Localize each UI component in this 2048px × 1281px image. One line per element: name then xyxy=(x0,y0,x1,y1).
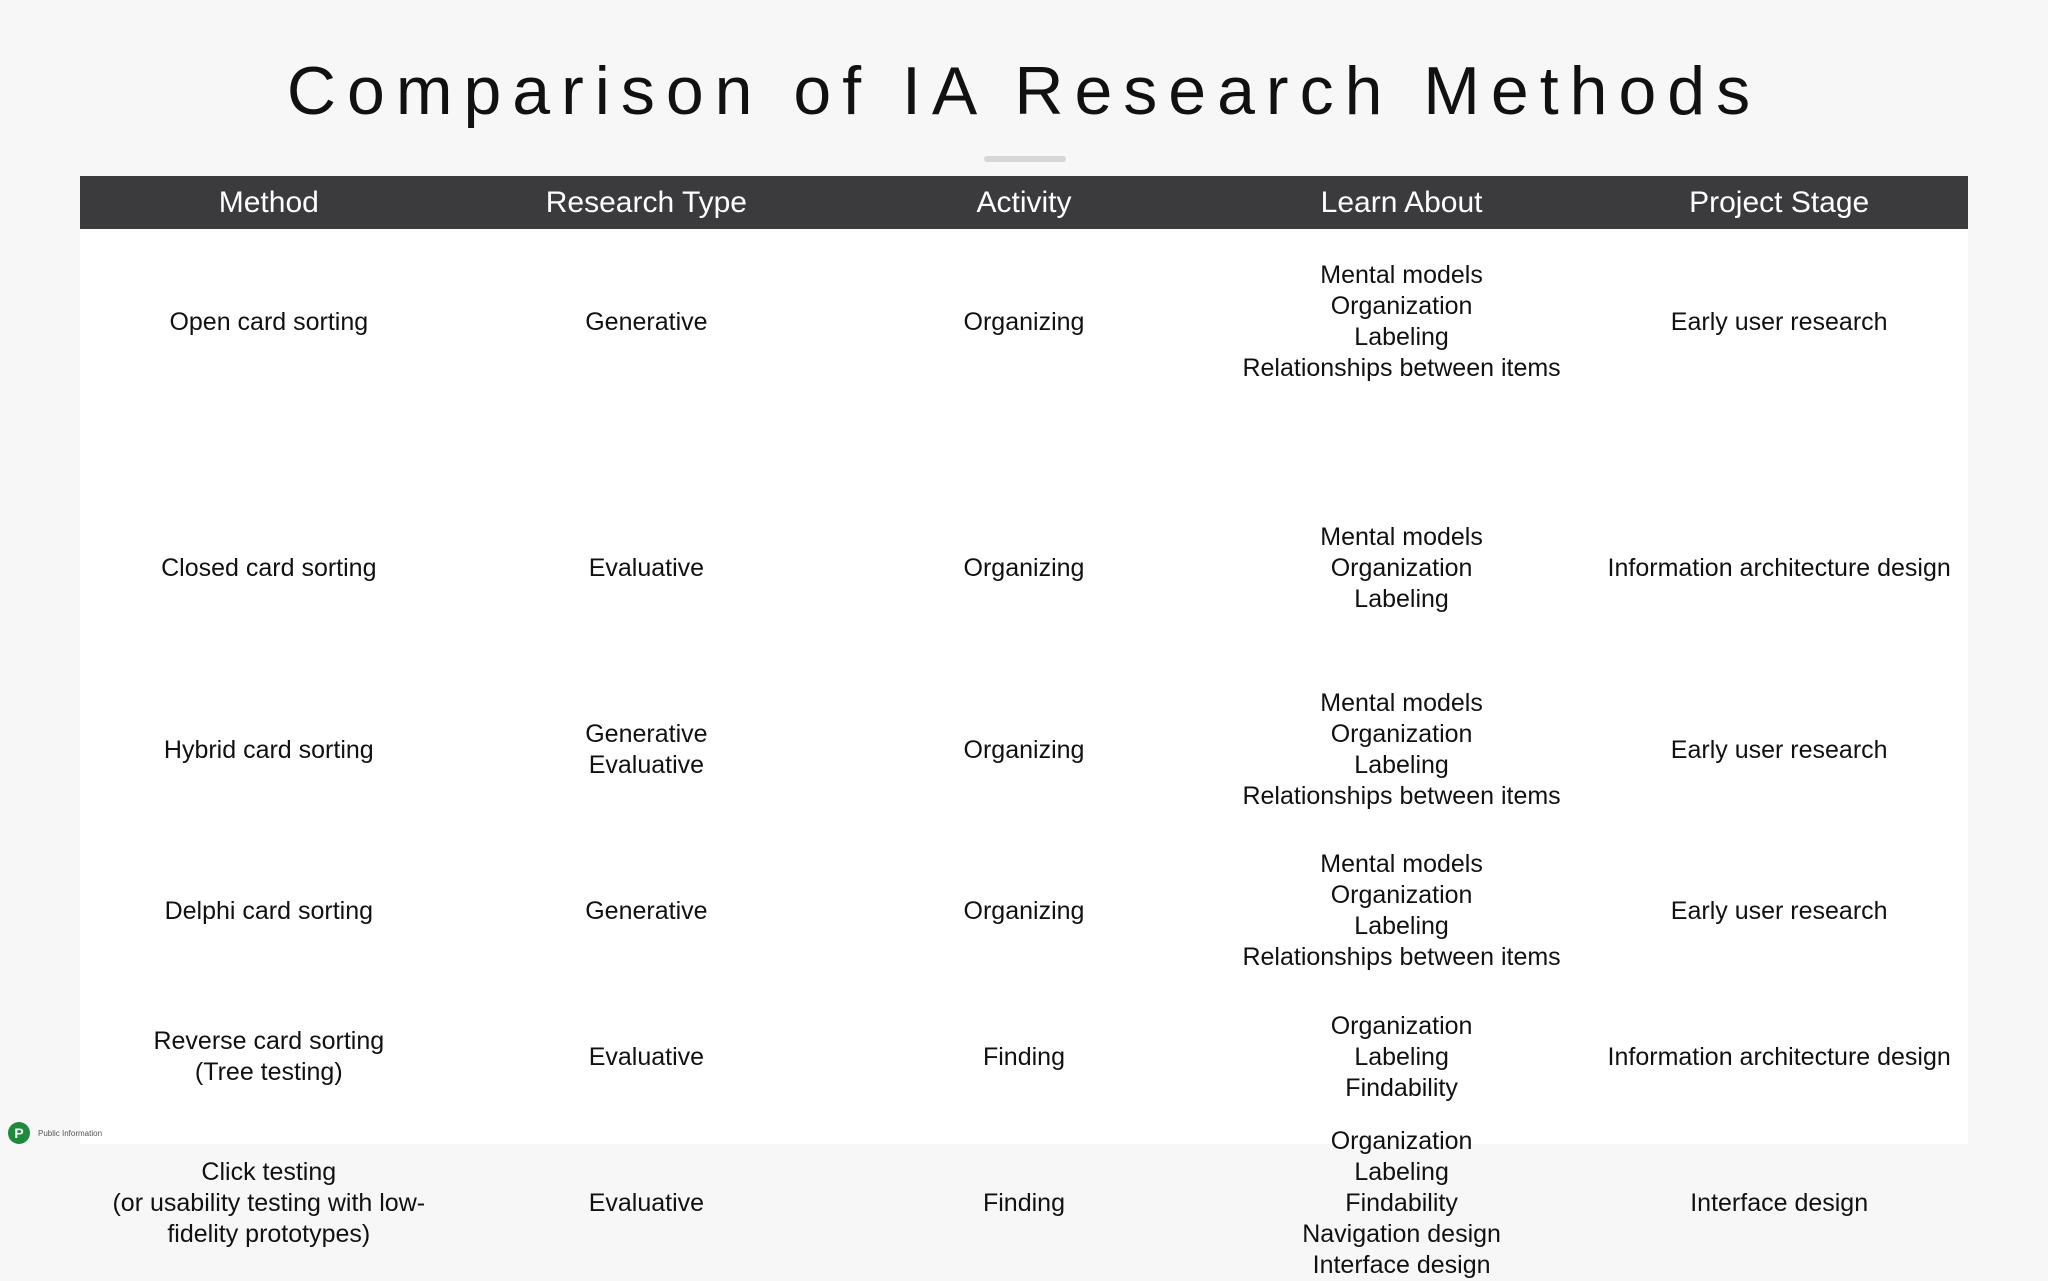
header-learn-about: Learn About xyxy=(1320,185,1483,219)
cell-research-type: Generative xyxy=(585,896,708,925)
header-research-type: Research Type xyxy=(545,185,747,219)
cell-learn-about: Organization Labeling Findability xyxy=(1330,1011,1473,1102)
cell-project-stage: Information architecture design xyxy=(1607,553,1951,582)
cell-learn-about: Mental models Organization Labeling xyxy=(1320,522,1483,613)
cell-activity: Finding xyxy=(982,1042,1065,1071)
footer xyxy=(8,1122,102,1144)
cell-project-stage: Early user research xyxy=(1670,307,1888,336)
table-row xyxy=(80,683,1968,817)
comparison-table xyxy=(80,176,1968,1279)
table-row xyxy=(80,1126,1968,1279)
cell-research-type: Evaluative xyxy=(588,1188,705,1217)
cell-activity: Organizing xyxy=(963,307,1085,336)
cell-method: Open card sorting xyxy=(169,307,369,336)
header-activity: Activity xyxy=(976,185,1072,219)
cell-activity: Finding xyxy=(982,1188,1065,1217)
title-divider xyxy=(984,156,1066,162)
cell-research-type: Evaluative xyxy=(588,1042,705,1071)
cell-method: Reverse card sorting (Tree testing) xyxy=(153,1027,385,1086)
header-project-stage: Project Stage xyxy=(1689,185,1870,219)
table-row xyxy=(80,990,1968,1124)
cell-project-stage: Interface design xyxy=(1690,1188,1869,1217)
table-row xyxy=(80,501,1968,635)
cell-activity: Organizing xyxy=(963,896,1085,925)
cell-learn-about: Mental models Organization Labeling Relationships between items xyxy=(1242,261,1561,382)
cell-learn-about: Mental models Organization Labeling Relationships between items xyxy=(1242,850,1561,971)
header-method: Method xyxy=(218,185,319,219)
footer-classification-label: Public Information xyxy=(38,1128,103,1138)
page-title: Comparison of IA Research Methods xyxy=(286,53,1762,129)
table-header xyxy=(80,176,1968,229)
cell-project-stage: Early user research xyxy=(1670,896,1888,925)
cell-activity: Organizing xyxy=(963,553,1085,582)
cell-research-type: Evaluative xyxy=(588,553,705,582)
cell-project-stage: Information architecture design xyxy=(1607,1042,1951,1071)
cell-learn-about: Organization Labeling Findability Navigation design Interface design xyxy=(1302,1126,1501,1279)
table-row xyxy=(80,844,1968,978)
cell-method: Hybrid card sorting xyxy=(163,735,374,764)
cell-learn-about: Mental models Organization Labeling Relationships between items xyxy=(1242,689,1561,810)
cell-method: Closed card sorting xyxy=(161,553,377,582)
cell-project-stage: Early user research xyxy=(1670,735,1888,764)
company-logo-icon: P xyxy=(8,1122,30,1144)
cell-method: Click testing (or usability testing with low- fidelity prototypes) xyxy=(112,1157,426,1248)
cell-research-type: Generative xyxy=(585,307,708,336)
cell-activity: Organizing xyxy=(963,735,1085,764)
cell-method: Delphi card sorting xyxy=(164,896,374,925)
cell-research-type: Generative Evaluative xyxy=(585,720,708,779)
table-row xyxy=(80,229,1968,415)
